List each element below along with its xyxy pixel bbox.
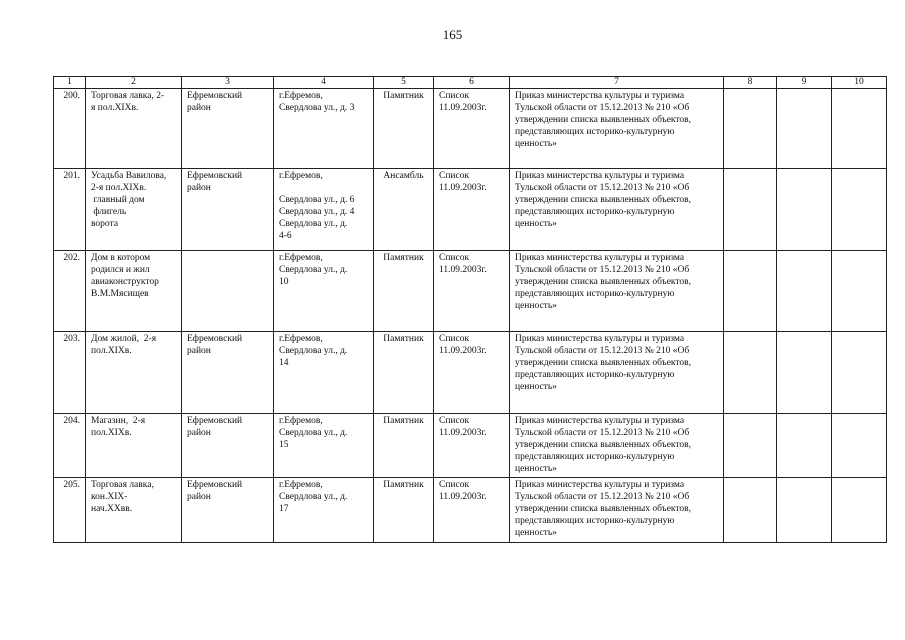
order-reference-line: ценность» xyxy=(515,219,557,229)
order-reference-line: представляющих историко-культурную xyxy=(515,289,675,299)
order-reference-line: ценность» xyxy=(515,382,557,392)
column-header: 1 xyxy=(54,77,86,89)
order-reference-line: Тульской области от 15.12.2013 № 210 «Об xyxy=(515,265,690,275)
column-header: 2 xyxy=(86,77,182,89)
order-reference-line: ценность» xyxy=(515,528,557,538)
column-10-cell xyxy=(832,89,887,169)
address xyxy=(274,414,374,478)
object-type: Ансамбль xyxy=(374,169,434,251)
row-number: 204. xyxy=(54,414,86,478)
list-date-line: 11.09.2003г. xyxy=(439,492,487,502)
address-line: г.Ефремов, xyxy=(279,171,323,181)
object-name-line: я пол.XIXв. xyxy=(91,103,139,113)
order-reference-line: утверждении списка выявленных объектов, xyxy=(515,195,692,205)
table-row xyxy=(54,414,887,478)
address-line: 4-6 xyxy=(279,231,292,241)
object-name xyxy=(86,251,182,332)
address-line: г.Ефремов, xyxy=(279,480,323,490)
table-row xyxy=(54,332,887,414)
list-date-line: Список xyxy=(439,480,470,490)
district-line: Ефремовский xyxy=(187,416,243,426)
column-9-cell xyxy=(777,414,832,478)
object-name-line: авиаконструктор xyxy=(91,277,159,287)
address xyxy=(274,251,374,332)
object-type: Памятник xyxy=(374,332,434,414)
list-date xyxy=(434,414,510,478)
district xyxy=(182,414,274,478)
row-number: 203. xyxy=(54,332,86,414)
column-9-cell xyxy=(777,251,832,332)
order-reference-line: Приказ министерства культуры и туризма xyxy=(515,334,685,344)
order-reference xyxy=(510,414,724,478)
address xyxy=(274,478,374,543)
column-10-cell xyxy=(832,169,887,251)
address-line: Свердлова ул., д. xyxy=(279,219,348,229)
object-name xyxy=(86,478,182,543)
column-header: 5 xyxy=(374,77,434,89)
object-name-line: родился и жил xyxy=(91,265,150,275)
district-line: Ефремовский xyxy=(187,480,243,490)
address xyxy=(274,332,374,414)
address-line: 10 xyxy=(279,277,289,287)
address-line: Свердлова ул., д. xyxy=(279,428,348,438)
address-line: г.Ефремов, xyxy=(279,416,323,426)
order-reference-line: представляющих историко-культурную xyxy=(515,127,675,137)
address xyxy=(274,89,374,169)
address-line xyxy=(279,182,368,194)
district-line: Ефремовский xyxy=(187,334,243,344)
column-9-cell xyxy=(777,169,832,251)
order-reference-line: Тульской области от 15.12.2013 № 210 «Об xyxy=(515,183,690,193)
list-date xyxy=(434,332,510,414)
object-name-line: нач.XXвв. xyxy=(91,504,133,514)
object-type: Памятник xyxy=(374,89,434,169)
column-header: 6 xyxy=(434,77,510,89)
column-8-cell xyxy=(724,332,777,414)
district-line: район xyxy=(187,346,211,356)
district-line: Ефремовский xyxy=(187,91,243,101)
column-number-header xyxy=(54,77,887,89)
column-9-cell xyxy=(777,332,832,414)
address-line: Свердлова ул., д. 4 xyxy=(279,207,355,217)
object-name-line: пол.XIXв. xyxy=(91,428,132,438)
object-name-line: Торговая лавка, 2- xyxy=(91,91,165,101)
object-name-line: Дом жилой, 2-я xyxy=(91,334,157,344)
table-row xyxy=(54,89,887,169)
order-reference-line: Приказ министерства культуры и туризма xyxy=(515,91,685,101)
order-reference-line: Тульской области от 15.12.2013 № 210 «Об xyxy=(515,428,690,438)
order-reference-line: представляющих историко-культурную xyxy=(515,452,675,462)
list-date-line: 11.09.2003г. xyxy=(439,346,487,356)
row-number: 200. xyxy=(54,89,86,169)
column-8-cell xyxy=(724,251,777,332)
column-10-cell xyxy=(832,251,887,332)
order-reference-line: представляющих историко-культурную xyxy=(515,207,675,217)
district xyxy=(182,89,274,169)
object-name xyxy=(86,332,182,414)
object-name-line: Усадьба Вавилова, xyxy=(91,171,167,181)
order-reference xyxy=(510,478,724,543)
district-line: Ефремовский xyxy=(187,171,243,181)
column-8-cell xyxy=(724,478,777,543)
column-10-cell xyxy=(832,478,887,543)
table-row xyxy=(54,169,887,251)
order-reference-line: Тульской области от 15.12.2013 № 210 «Об xyxy=(515,103,690,113)
object-name-line: Торговая лавка, xyxy=(91,480,154,490)
district-line: район xyxy=(187,492,211,502)
column-9-cell xyxy=(777,89,832,169)
district xyxy=(182,478,274,543)
order-reference-line: ценность» xyxy=(515,464,557,474)
order-reference xyxy=(510,89,724,169)
address-line: Свердлова ул., д. 6 xyxy=(279,195,355,205)
object-name xyxy=(86,89,182,169)
order-reference-line: Приказ министерства культуры и туризма xyxy=(515,480,685,490)
column-header: 10 xyxy=(832,77,887,89)
district xyxy=(182,332,274,414)
row-number: 202. xyxy=(54,251,86,332)
address-line: г.Ефремов, xyxy=(279,253,323,263)
list-date-line: Список xyxy=(439,171,470,181)
list-date-line: Список xyxy=(439,91,470,101)
address-line: Свердлова ул., д. xyxy=(279,346,348,356)
column-8-cell xyxy=(724,414,777,478)
column-8-cell xyxy=(724,89,777,169)
object-name-line: Дом в котором xyxy=(91,253,151,263)
address-line: Свердлова ул., д. xyxy=(279,265,348,275)
order-reference-line: Приказ министерства культуры и туризма xyxy=(515,253,685,263)
object-name-line: кон.XIX- xyxy=(91,492,128,502)
order-reference xyxy=(510,169,724,251)
column-10-cell xyxy=(832,414,887,478)
table-body xyxy=(54,89,887,543)
row-number: 205. xyxy=(54,478,86,543)
address-line: 17 xyxy=(279,504,289,514)
order-reference-line: утверждении списка выявленных объектов, xyxy=(515,358,692,368)
list-date-line: Список xyxy=(439,253,470,263)
row-number: 201. xyxy=(54,169,86,251)
list-date xyxy=(434,478,510,543)
list-date-line: 11.09.2003г. xyxy=(439,103,487,113)
order-reference-line: утверждении списка выявленных объектов, xyxy=(515,440,692,450)
object-type: Памятник xyxy=(374,251,434,332)
column-header: 9 xyxy=(777,77,832,89)
object-name xyxy=(86,169,182,251)
object-name-line: Магазин, 2-я xyxy=(91,416,146,426)
order-reference xyxy=(510,251,724,332)
list-date-line: 11.09.2003г. xyxy=(439,428,487,438)
list-date-line: 11.09.2003г. xyxy=(439,183,487,193)
column-10-cell xyxy=(832,332,887,414)
column-header: 4 xyxy=(274,77,374,89)
district xyxy=(182,251,274,332)
order-reference-line: Приказ министерства культуры и туризма xyxy=(515,416,685,426)
table-row xyxy=(54,251,887,332)
page-number: 165 xyxy=(442,27,463,42)
address-line: Свердлова ул., д. 3 xyxy=(279,103,355,113)
column-8-cell xyxy=(724,169,777,251)
list-date xyxy=(434,251,510,332)
object-name-line: В.М.Мясищев xyxy=(91,289,149,299)
address-line: г.Ефремов, xyxy=(279,91,323,101)
list-date-line: Список xyxy=(439,416,470,426)
list-date-line: 11.09.2003г. xyxy=(439,265,487,275)
object-type: Памятник xyxy=(374,414,434,478)
district xyxy=(182,169,274,251)
address-line: 15 xyxy=(279,440,289,450)
order-reference-line: утверждении списка выявленных объектов, xyxy=(515,115,692,125)
object-name-line: ворота xyxy=(91,219,119,229)
order-reference-line: представляющих историко-культурную xyxy=(515,370,675,380)
column-9-cell xyxy=(777,478,832,543)
object-name-line: 2-я пол.XIXв. xyxy=(91,183,147,193)
table-row xyxy=(54,478,887,543)
order-reference-line: утверждении списка выявленных объектов, xyxy=(515,504,692,514)
column-header: 7 xyxy=(510,77,724,89)
district-line: район xyxy=(187,103,211,113)
order-reference-line: Приказ министерства культуры и туризма xyxy=(515,171,685,181)
list-date xyxy=(434,169,510,251)
list-date-line: Список xyxy=(439,334,470,344)
column-header: 8 xyxy=(724,77,777,89)
order-reference-line: ценность» xyxy=(515,139,557,149)
order-reference-line: ценность» xyxy=(515,301,557,311)
order-reference xyxy=(510,332,724,414)
object-name-line: главный дом xyxy=(91,195,145,205)
district-line: район xyxy=(187,183,211,193)
column-header: 3 xyxy=(182,77,274,89)
order-reference-line: Тульской области от 15.12.2013 № 210 «Об xyxy=(515,346,690,356)
list-date xyxy=(434,89,510,169)
address-line: г.Ефремов, xyxy=(279,334,323,344)
order-reference-line: представляющих историко-культурную xyxy=(515,516,675,526)
order-reference-line: Тульской области от 15.12.2013 № 210 «Об xyxy=(515,492,690,502)
district-line: район xyxy=(187,428,211,438)
order-reference-line: утверждении списка выявленных объектов, xyxy=(515,277,692,287)
object-name-line: флигель xyxy=(91,207,127,217)
object-name xyxy=(86,414,182,478)
object-name-line: пол.XIXв. xyxy=(91,346,132,356)
address-line: 14 xyxy=(279,358,289,368)
address-line: Свердлова ул., д. xyxy=(279,492,348,502)
address xyxy=(274,169,374,251)
object-type: Памятник xyxy=(374,478,434,543)
heritage-objects-table xyxy=(53,76,887,543)
